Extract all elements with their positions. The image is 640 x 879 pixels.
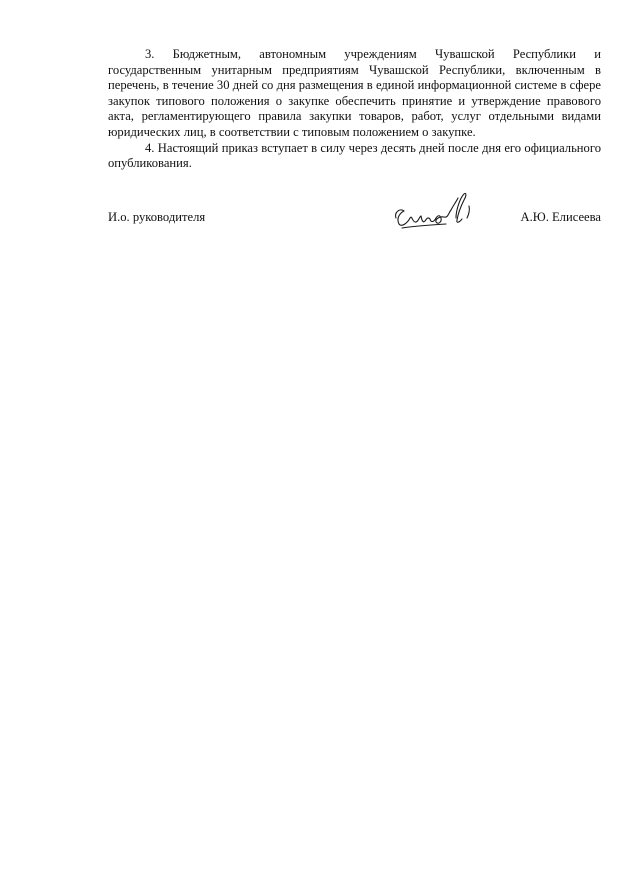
document-body [108,47,601,172]
paragraph-3: 3. Бюджетным, автономным учреждениям Чувашской Республики и государственным унитарным предприятиям Чувашской Республики, включенным в перечень, в течение 30 дней со дня размещения в единой информационной системе в сфере закупок типового положения о закупке обеспечить принятие и утверждение правового акта, регламентирующего правила закупки товаров, работ, услуг отдельными видами юридических лиц, в соответствии с типовым положением о закупке. [108,47,601,139]
signature-block [108,204,601,244]
signatory-title: И.о. руководителя [108,210,206,224]
signatory-name: А.Ю. Елисеева [520,210,601,224]
paragraph-4: 4. Настоящий приказ вступает в силу через десять дней после дня его официального опубликования. [108,140,601,171]
handwritten-signature [390,188,480,238]
